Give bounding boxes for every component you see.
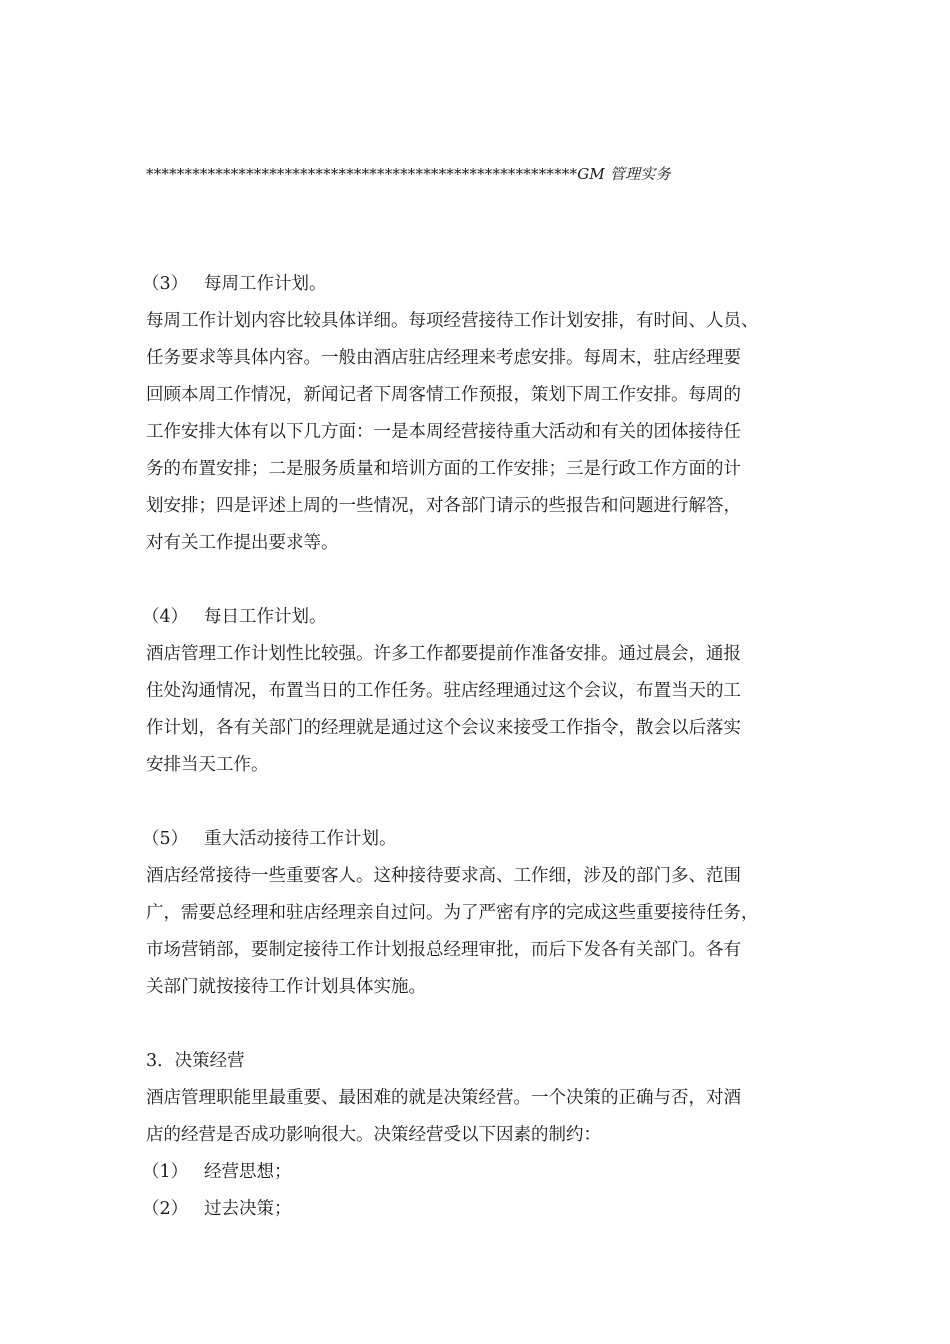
section-heading — [142, 599, 810, 636]
paragraph-line: 划安排；四是评述上周的一些情况，对各部门请示的些报告和问题进行解答， — [146, 496, 741, 516]
paragraph-line: 务的布置安排；二是服务质量和培训方面的工作安排；三是行政工作方面的计 — [146, 459, 741, 479]
paragraph-line: 每周工作计划内容比较具体详细。每项经营接待工作计划安排，有时间、人员、 — [146, 311, 759, 331]
list-item — [142, 1154, 810, 1191]
page-header: ********************************************************GM 管理实务 — [146, 165, 671, 183]
heading-number: （4） — [142, 607, 189, 627]
heading-number: （5） — [142, 829, 189, 849]
paragraph-line: 店的经营是否成功影响很大。决策经营受以下因素的制约： — [146, 1125, 601, 1145]
section-heading: 3．决策经营 — [146, 1051, 245, 1071]
paragraph-line: 市场营销部，要制定接待工作计划报总经理审批，而后下发各有关部门。各有 — [146, 940, 741, 960]
paragraph-line: 对有关工作提出要求等。 — [146, 533, 339, 553]
paragraph-line: 作计划，各有关部门的经理就是通过这个会议来接受工作指令，散会以后落实 — [146, 718, 741, 738]
section-weekly-plan — [142, 266, 810, 562]
paragraph-line: 广，需要总经理和驻店经理亲自过问。为了严密有序的完成这些重要接待任务， — [146, 903, 759, 923]
list-item-number: （1） — [142, 1162, 189, 1182]
list-item — [142, 1191, 810, 1228]
list-item-text: 经营思想； — [204, 1162, 292, 1182]
section-heading — [142, 821, 810, 858]
paragraph-line: 任务要求等具体内容。一般由酒店驻店经理来考虑安排。每周末，驻店经理要 — [146, 348, 741, 368]
heading-title: 重大活动接待工作计划。 — [204, 829, 397, 849]
paragraph-line: 酒店经常接待一些重要客人。这种接待要求高、工作细，涉及的部门多、范围 — [146, 866, 741, 886]
heading-number: （3） — [142, 274, 189, 294]
paragraph-line: 工作安排大体有以下几方面：一是本周经营接待重大活动和有关的团体接待任 — [146, 422, 741, 442]
list-item-number: （2） — [142, 1199, 189, 1219]
paragraph-line: 安排当天工作。 — [146, 755, 269, 775]
section-decision-management — [142, 1043, 810, 1228]
paragraph-line: 酒店管理职能里最重要、最困难的就是决策经营。一个决策的正确与否，对酒 — [146, 1088, 741, 1108]
section-major-event-plan — [142, 821, 810, 1006]
section-heading — [142, 266, 810, 303]
paragraph-line: 关部门就按接待工作计划具体实施。 — [146, 977, 426, 997]
section-daily-plan — [142, 599, 810, 784]
paragraph-line: 酒店管理工作计划性比较强。许多工作都要提前作准备安排。通过晨会，通报 — [146, 644, 741, 664]
paragraph-line: 回顾本周工作情况，新闻记者下周客情工作预报，策划下周工作安排。每周的 — [146, 385, 741, 405]
list-item-text: 过去决策； — [204, 1199, 292, 1219]
heading-title: 每周工作计划。 — [204, 274, 327, 294]
heading-title: 每日工作计划。 — [204, 607, 327, 627]
paragraph-line: 住处沟通情况，布置当日的工作任务。驻店经理通过这个会议，布置当天的工 — [146, 681, 741, 701]
document-body — [142, 266, 810, 1228]
